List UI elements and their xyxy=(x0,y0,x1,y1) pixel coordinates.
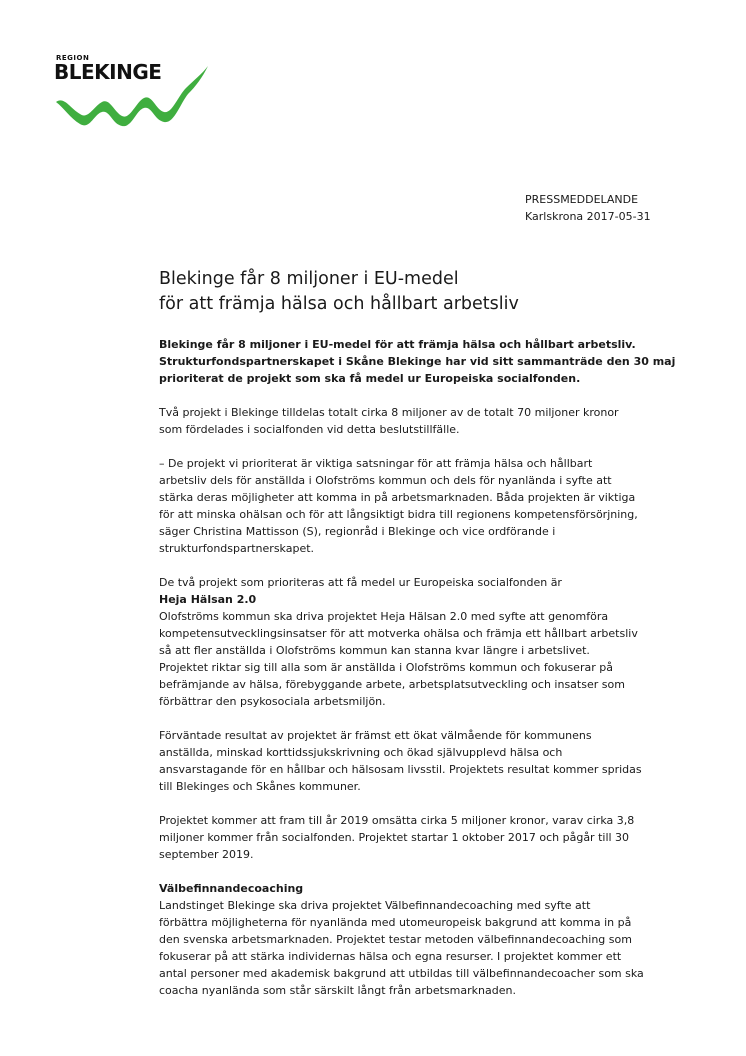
project1-title: Heja Hälsan 2.0 xyxy=(159,593,257,606)
text-line: befrämjande av hälsa, förebyggande arbete, arbetsplatsutveckling och insatser som xyxy=(159,678,625,691)
project1-budget xyxy=(159,812,664,863)
text-line: Olofströms kommun ska driva projektet Heja Hälsan 2.0 med syfte att genomföra xyxy=(159,610,609,623)
text-line: stärka deras möjligheter att komma in på arbetsmarknaden. Båda projekten är viktiga xyxy=(159,491,636,504)
project2-section xyxy=(159,880,664,999)
text-line: De två projekt som prioriteras att få medel ur Europeiska socialfonden är xyxy=(159,576,562,589)
region-blekinge-logo xyxy=(52,50,212,130)
text-line: coacha nyanlända som står särskilt långt från arbetsmarknaden. xyxy=(159,984,516,997)
project1-results xyxy=(159,727,664,795)
headline-line: för att främja hälsa och hållbart arbetsliv xyxy=(159,294,519,314)
text-line: miljoner kommer från socialfonden. Projektet startar 1 oktober 2017 och pågår till 30 xyxy=(159,831,630,844)
text-line: Två projekt i Blekinge tilldelas totalt cirka 8 miljoner av de totalt 70 miljoner kronor xyxy=(159,406,619,419)
text-line: Landstinget Blekinge ska driva projektet Välbefinnandecoaching med syfte att xyxy=(159,899,591,912)
headline-line: Blekinge får 8 miljoner i EU-medel xyxy=(159,269,459,289)
text-line: till Blekinges och Skånes kommuner. xyxy=(159,780,361,793)
text-line: Projektet kommer att fram till år 2019 omsätta cirka 5 miljoner kronor, varav cirka 3,8 xyxy=(159,814,635,827)
text-line: strukturfondspartnerskapet. xyxy=(159,542,315,555)
press-meta xyxy=(525,191,651,225)
text-line: för att minska ohälsan och för att långsiktigt bidra till regionens kompetensförsörjning, xyxy=(159,508,638,521)
logo-name-text: BLEKINGE xyxy=(54,60,162,84)
logo-region-text: REGION xyxy=(56,54,90,62)
text-line: den svenska arbetsmarknaden. Projektet testar metoden välbefinnandecoaching som xyxy=(159,933,632,946)
text-line: förbättra möjligheterna för nyanlända med utomeuropeisk bakgrund att komma in på xyxy=(159,916,632,929)
project2-title: Välbefinnandecoaching xyxy=(159,882,304,895)
quote-paragraph xyxy=(159,455,664,557)
headline xyxy=(159,267,659,317)
text-line: kompetensutvecklingsinsatser för att motverka ohälsa och främja ett hållbart arbetsliv xyxy=(159,627,638,640)
text-line: förbättrar den psykosociala arbetsmiljön. xyxy=(159,695,386,708)
text-line: september 2019. xyxy=(159,848,254,861)
document-type: PRESSMEDDELANDE xyxy=(525,193,639,206)
wave-logo-icon xyxy=(52,50,212,130)
text-line: som fördelades i socialfonden vid detta beslutstillfälle. xyxy=(159,423,460,436)
paragraph xyxy=(159,404,664,438)
text-line: ansvarstagande för en hållbar och hälsosam livsstil. Projektets resultat kommer spridas xyxy=(159,763,642,776)
article-body xyxy=(159,336,676,999)
text-line: Blekinge får 8 miljoner i EU-medel för att främja hälsa och hållbart arbetsliv. xyxy=(159,338,636,351)
text-line: säger Christina Mattisson (S), regionråd i Blekinge och vice ordförande i xyxy=(159,525,556,538)
text-line: arbetsliv dels för anställda i Olofströms kommun och dels för nyanlända i syfte att xyxy=(159,474,612,487)
text-line: Förväntade resultat av projektet är främst ett ökat välmående för kommunens xyxy=(159,729,592,742)
text-line: – De projekt vi prioriterat är viktiga satsningar för att främja hälsa och hållbart xyxy=(159,457,593,470)
text-line: antal personer med akademisk bakgrund att utbildas till välbefinnandecoacher som ska xyxy=(159,967,644,980)
lead-paragraph xyxy=(159,336,676,387)
text-line: Projektet riktar sig till alla som är anställda i Olofströms kommun och fokuserar på xyxy=(159,661,613,674)
text-line: anställda, minskad korttidssjukskrivning och ökad självupplevd hälsa och xyxy=(159,746,563,759)
text-line: prioriterat de projekt som ska få medel ur Europeiska socialfonden. xyxy=(159,372,581,385)
project1-section xyxy=(159,574,664,710)
text-line: så att fler anställda i Olofströms kommun kan stanna kvar längre i arbetslivet. xyxy=(159,644,590,657)
text-line: fokuserar på att stärka individernas hälsa och egna resurser. I projektet kommer ett xyxy=(159,950,622,963)
text-line: Strukturfondspartnerskapet i Skåne Blekinge har vid sitt sammanträde den 30 maj xyxy=(159,355,676,368)
place-date: Karlskrona 2017-05-31 xyxy=(525,210,651,223)
